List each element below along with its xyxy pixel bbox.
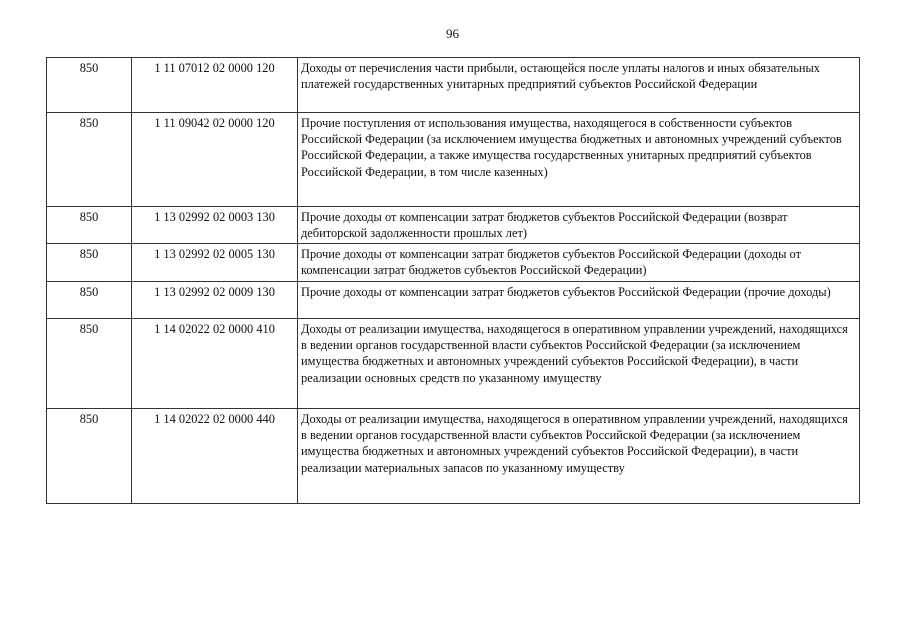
revenue-name-cell: Прочие доходы от компенсации затрат бюджетов субъектов Российской Федерации (возврат дебиторской задолженности прошлых лет) bbox=[298, 207, 860, 244]
page-number: 96 bbox=[446, 26, 459, 41]
revenue-name-cell: Прочие доходы от компенсации затрат бюджетов субъектов Российской Федерации (прочие доходы) bbox=[298, 282, 860, 319]
table-row bbox=[47, 58, 860, 113]
revenue-name-cell: Доходы от перечисления части прибыли, остающейся после уплаты налогов и иных обязательных платежей государственных унитарных предприятий субъектов Российской Федерации bbox=[298, 58, 860, 113]
admin-code-cell: 850 bbox=[47, 244, 132, 282]
classification-code-cell: 1 14 02022 02 0000 410 bbox=[132, 319, 298, 409]
admin-code-cell: 850 bbox=[47, 409, 132, 504]
admin-code-cell: 850 bbox=[47, 58, 132, 113]
budget-revenue-table bbox=[46, 57, 860, 504]
classification-code-cell: 1 13 02992 02 0003 130 bbox=[132, 207, 298, 244]
classification-code-cell: 1 11 09042 02 0000 120 bbox=[132, 113, 298, 207]
table-row bbox=[47, 113, 860, 207]
table-row bbox=[47, 244, 860, 282]
admin-code-cell: 850 bbox=[47, 113, 132, 207]
revenue-name-cell: Прочие поступления от использования имущества, находящегося в собственности субъектов Российской Федерации (за исключением имущества бюджетных и автономных учреждений субъектов Российской Федерации, а также имущества государственных унитарных предприятий субъектов Российской Федерации, в том числе казенных) bbox=[298, 113, 860, 207]
admin-code-cell: 850 bbox=[47, 319, 132, 409]
table-row bbox=[47, 207, 860, 244]
revenue-name-cell: Доходы от реализации имущества, находящегося в оперативном управлении учреждений, находящихся в ведении органов государственной власти субъектов Российской Федерации (за исключением имущества бюджетных и автономных учреждений субъектов Российской Федерации), в части реализации материальных запасов по указанному имуществу bbox=[298, 409, 860, 504]
table-row bbox=[47, 409, 860, 504]
classification-code-cell: 1 14 02022 02 0000 440 bbox=[132, 409, 298, 504]
classification-code-cell: 1 13 02992 02 0009 130 bbox=[132, 282, 298, 319]
revenue-name-cell: Доходы от реализации имущества, находящегося в оперативном управлении учреждений, находящихся в ведении органов государственной власти субъектов Российской Федерации (за исключением имущества бюджетных и автономных учреждений субъектов Российской Федерации), в части реализации основных средств по указанному имуществу bbox=[298, 319, 860, 409]
classification-code-cell: 1 11 07012 02 0000 120 bbox=[132, 58, 298, 113]
admin-code-cell: 850 bbox=[47, 207, 132, 244]
table-row bbox=[47, 319, 860, 409]
classification-code-cell: 1 13 02992 02 0005 130 bbox=[132, 244, 298, 282]
admin-code-cell: 850 bbox=[47, 282, 132, 319]
revenue-name-cell: Прочие доходы от компенсации затрат бюджетов субъектов Российской Федерации (доходы от компенсации затрат бюджетов субъектов Российской Федерации) bbox=[298, 244, 860, 282]
table-row bbox=[47, 282, 860, 319]
